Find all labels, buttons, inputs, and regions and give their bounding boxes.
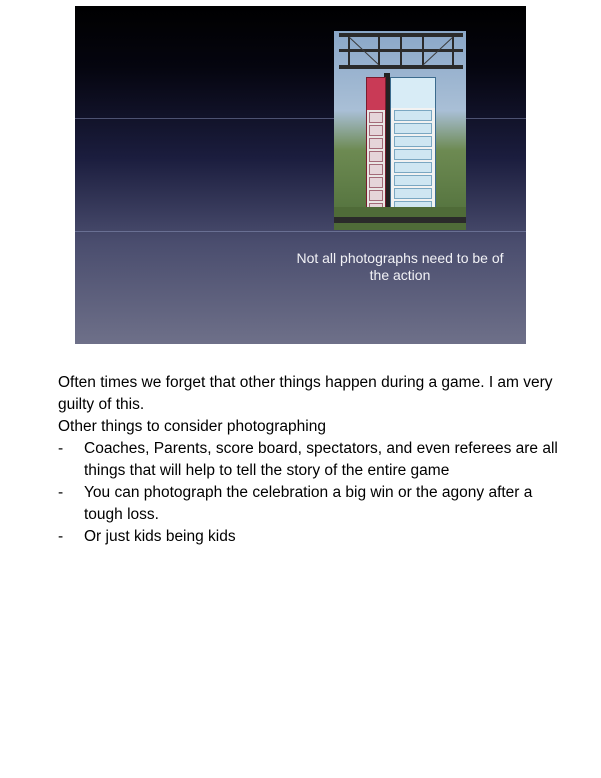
tower-structure-icon — [339, 31, 463, 73]
paragraph-subheading: Other things to consider photographing — [58, 418, 326, 435]
slide-divider-line — [75, 231, 526, 232]
list-item — [58, 526, 558, 548]
notes-text — [58, 372, 558, 548]
scoreboard-right-panel — [390, 77, 436, 213]
list-item-text: Or just kids being kids — [84, 528, 236, 545]
bullet-dash: - — [58, 528, 64, 545]
bullet-dash: - — [58, 440, 64, 457]
list-item — [58, 482, 558, 526]
bullet-list — [58, 438, 558, 548]
list-item — [58, 438, 558, 482]
slide-image — [75, 6, 526, 344]
bullet-dash: - — [58, 484, 64, 501]
paragraph-intro: Often times we forget that other things happen during a game. I am very guilty of this. — [58, 374, 553, 413]
list-item-text: Coaches, Parents, score board, spectators, and even referees are all things that will help to tell the story of the entire game — [84, 440, 558, 479]
scoreboard-photo — [334, 31, 466, 230]
fence-line — [334, 217, 466, 223]
list-item-text: You can photograph the celebration a big win or the agony after a tough loss. — [84, 484, 533, 523]
scoreboard-left-panel — [366, 77, 386, 209]
slide-caption: Not all photographs need to be of the action — [296, 250, 504, 283]
